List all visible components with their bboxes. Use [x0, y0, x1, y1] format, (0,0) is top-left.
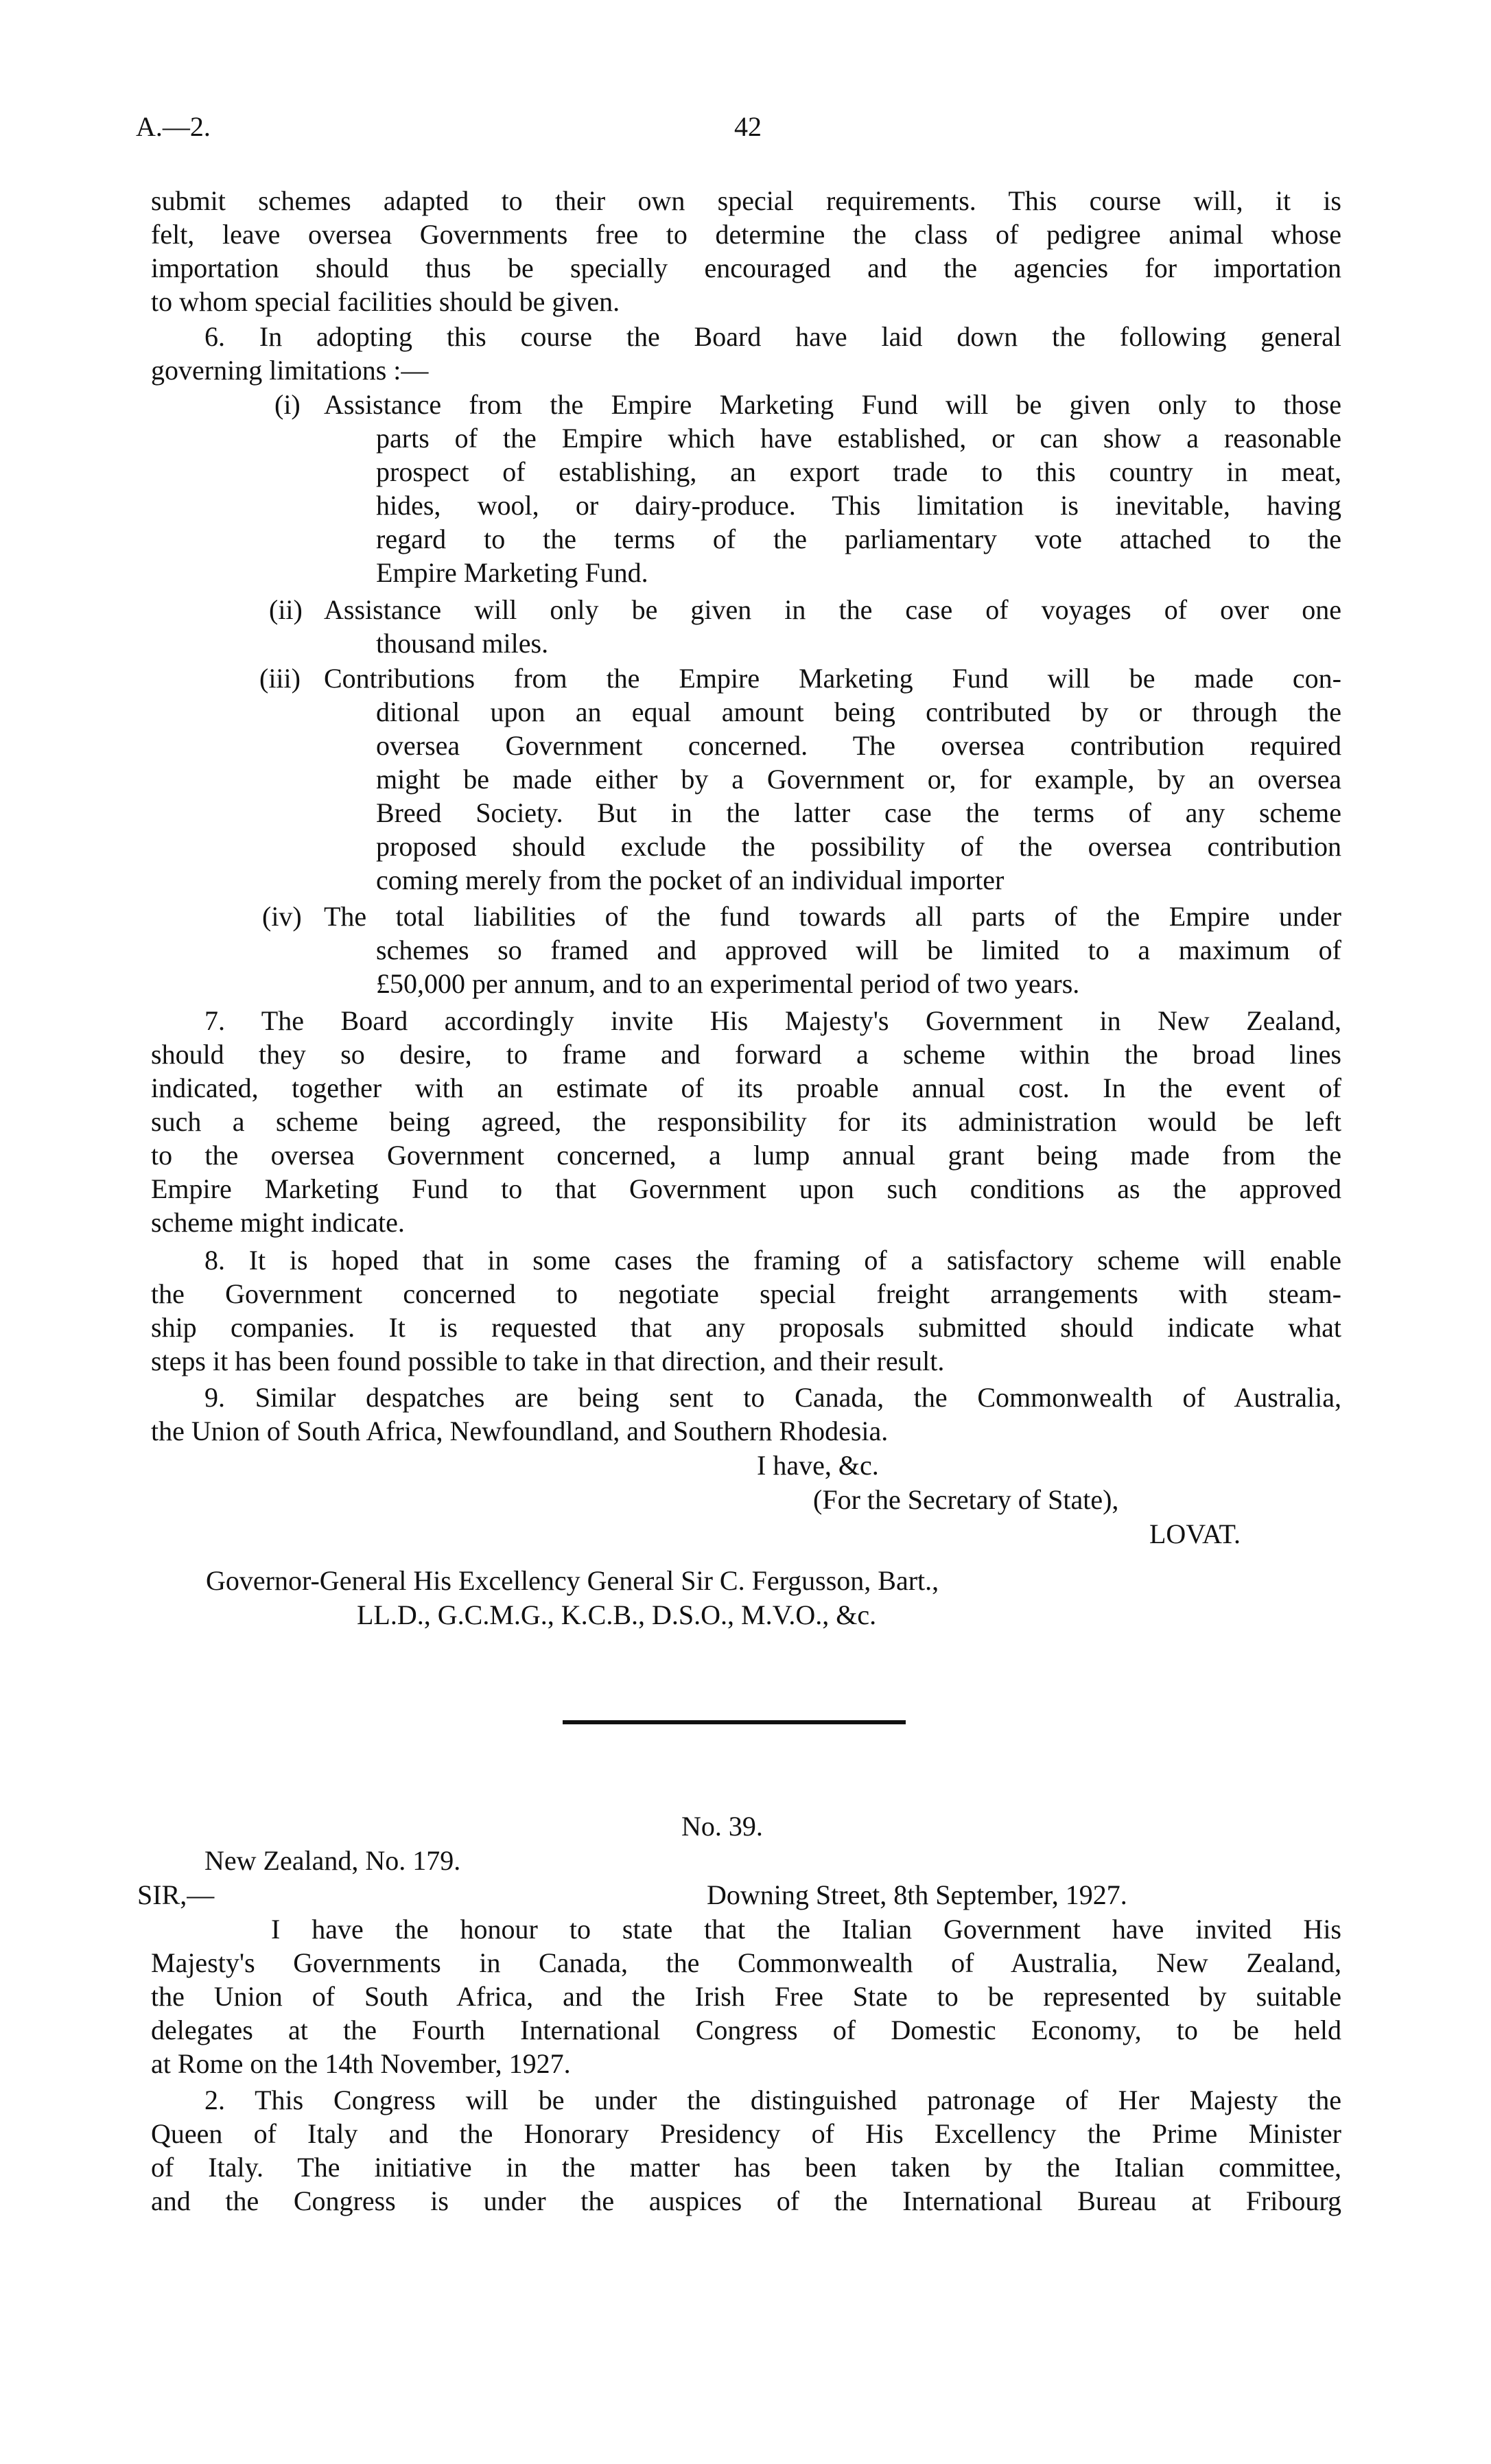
text-line: to the oversea Government concerned, a lump annual grant being made from the [151, 1140, 1341, 1171]
despatch-dateline: Downing Street, 8th September, 1927. [707, 1879, 1127, 1910]
text-line: Empire Marketing Fund to that Government upon such conditions as the approved [151, 1173, 1341, 1204]
text-line: Breed Society. But in the latter case the terms of any scheme [376, 797, 1341, 828]
text-line: proposed should exclude the possibility of the oversea contribution [376, 831, 1341, 862]
text-line: scheme might indicate. [151, 1207, 405, 1238]
text-line: ship companies. It is requested that any proposals submitted should indicate what [151, 1312, 1341, 1343]
text-line: submit schemes adapted to their own special requirements. This course will, it is [151, 185, 1341, 216]
text-line: 6. In adopting this course the Board have laid down the following general [204, 321, 1341, 352]
text-line: 2. This Congress will be under the distinguished patronage of Her Majesty the [204, 2085, 1341, 2115]
text-line: 8. It is hoped that in some cases the framing of a satisfactory scheme will enable [204, 1245, 1341, 1276]
list-marker: (iv) [262, 901, 302, 932]
addressee-line: LL.D., G.C.M.G., K.C.B., D.S.O., M.V.O., &c. [357, 1599, 877, 1630]
text-line: prospect of establishing, an export trade to this country in meat, [376, 456, 1341, 487]
text-line: should they so desire, to frame and forward a scheme within the broad lines [151, 1039, 1341, 1070]
text-line: hides, wool, or dairy-produce. This limitation is inevitable, having [376, 490, 1341, 521]
text-line: Assistance from the Empire Marketing Fund will be given only to those [324, 389, 1341, 420]
text-line: steps it has been found possible to take in that direction, and their result. [151, 1346, 945, 1376]
text-line: indicated, together with an estimate of its proable annual cost. In the event of [151, 1072, 1341, 1103]
text-line: 9. Similar despatches are being sent to Canada, the Commonwealth of Australia, [204, 1382, 1341, 1413]
text-line: to whom special facilities should be given. [151, 286, 620, 317]
text-line: at Rome on the 14th November, 1927. [151, 2048, 571, 2079]
text-line: felt, leave oversea Governments free to determine the class of pedigree animal whose [151, 219, 1341, 250]
text-line: Contributions from the Empire Marketing Fund will be made con- [324, 663, 1341, 694]
despatch-reference: New Zealand, No. 179. [204, 1845, 461, 1876]
page-number: 42 [734, 111, 762, 142]
text-line: importation should thus be specially encouraged and the agencies for importation [151, 253, 1341, 283]
addressee-line: Governor-General His Excellency General Sir C. Fergusson, Bart., [206, 1565, 939, 1596]
text-line: regard to the terms of the parliamentary vote attached to the [376, 524, 1341, 554]
closing-salutation: I have, &c. [757, 1450, 879, 1481]
text-line: might be made either by a Government or, for example, by an oversea [376, 764, 1341, 795]
text-line: Assistance will only be given in the case of voyages of over one [324, 594, 1341, 625]
text-line: such a scheme being agreed, the responsibility for its administration would be left [151, 1106, 1341, 1137]
text-line: thousand miles. [376, 628, 549, 659]
text-line: parts of the Empire which have established, or can show a reasonable [376, 423, 1341, 454]
text-line: Majesty's Governments in Canada, the Commonwealth of Australia, New Zealand, [151, 1947, 1341, 1978]
closing-for: (For the Secretary of State), [813, 1484, 1119, 1515]
text-line: delegates at the Fourth International Congress of Domestic Economy, to be held [151, 2015, 1341, 2045]
salutation: SIR,— [137, 1879, 215, 1910]
text-line: schemes so framed and approved will be limited to a maximum of [376, 935, 1341, 965]
text-line: Queen of Italy and the Honorary Presidency of His Excellency the Prime Minister [151, 2118, 1341, 2149]
list-marker: (i) [274, 389, 301, 420]
text-line: and the Congress is under the auspices of the International Bureau at Fribourg [151, 2185, 1341, 2216]
text-line: I have the honour to state that the Italian Government have invited His [271, 1914, 1341, 1945]
list-marker: (iii) [259, 663, 301, 694]
text-line: coming merely from the pocket of an individual importer [376, 865, 1005, 895]
text-line: the Union of South Africa, Newfoundland, and Southern Rhodesia. [151, 1416, 889, 1446]
despatch-number: No. 39. [681, 1811, 763, 1842]
signature-name: LOVAT. [1149, 1518, 1241, 1549]
text-line: The total liabilities of the fund towards all parts of the Empire under [324, 901, 1341, 932]
text-line: oversea Government concerned. The oversea contribution required [376, 730, 1341, 761]
text-line: £50,000 per annum, and to an experimental period of two years. [376, 968, 1080, 999]
text-line: the Union of South Africa, and the Irish Free State to be represented by suitable [151, 1981, 1341, 2012]
section-divider [563, 1720, 906, 1724]
list-marker: (ii) [269, 594, 303, 625]
text-line: the Government concerned to negotiate special freight arrangements with steam- [151, 1278, 1341, 1309]
text-line: ditional upon an equal amount being contributed by or through the [376, 696, 1341, 727]
text-line: governing limitations :— [151, 355, 429, 386]
doc-reference: A.—2. [136, 111, 211, 142]
text-line: Empire Marketing Fund. [376, 557, 648, 588]
text-line: 7. The Board accordingly invite His Majesty's Government in New Zealand, [204, 1005, 1341, 1036]
text-line: of Italy. The initiative in the matter has been taken by the Italian committee, [151, 2152, 1341, 2183]
